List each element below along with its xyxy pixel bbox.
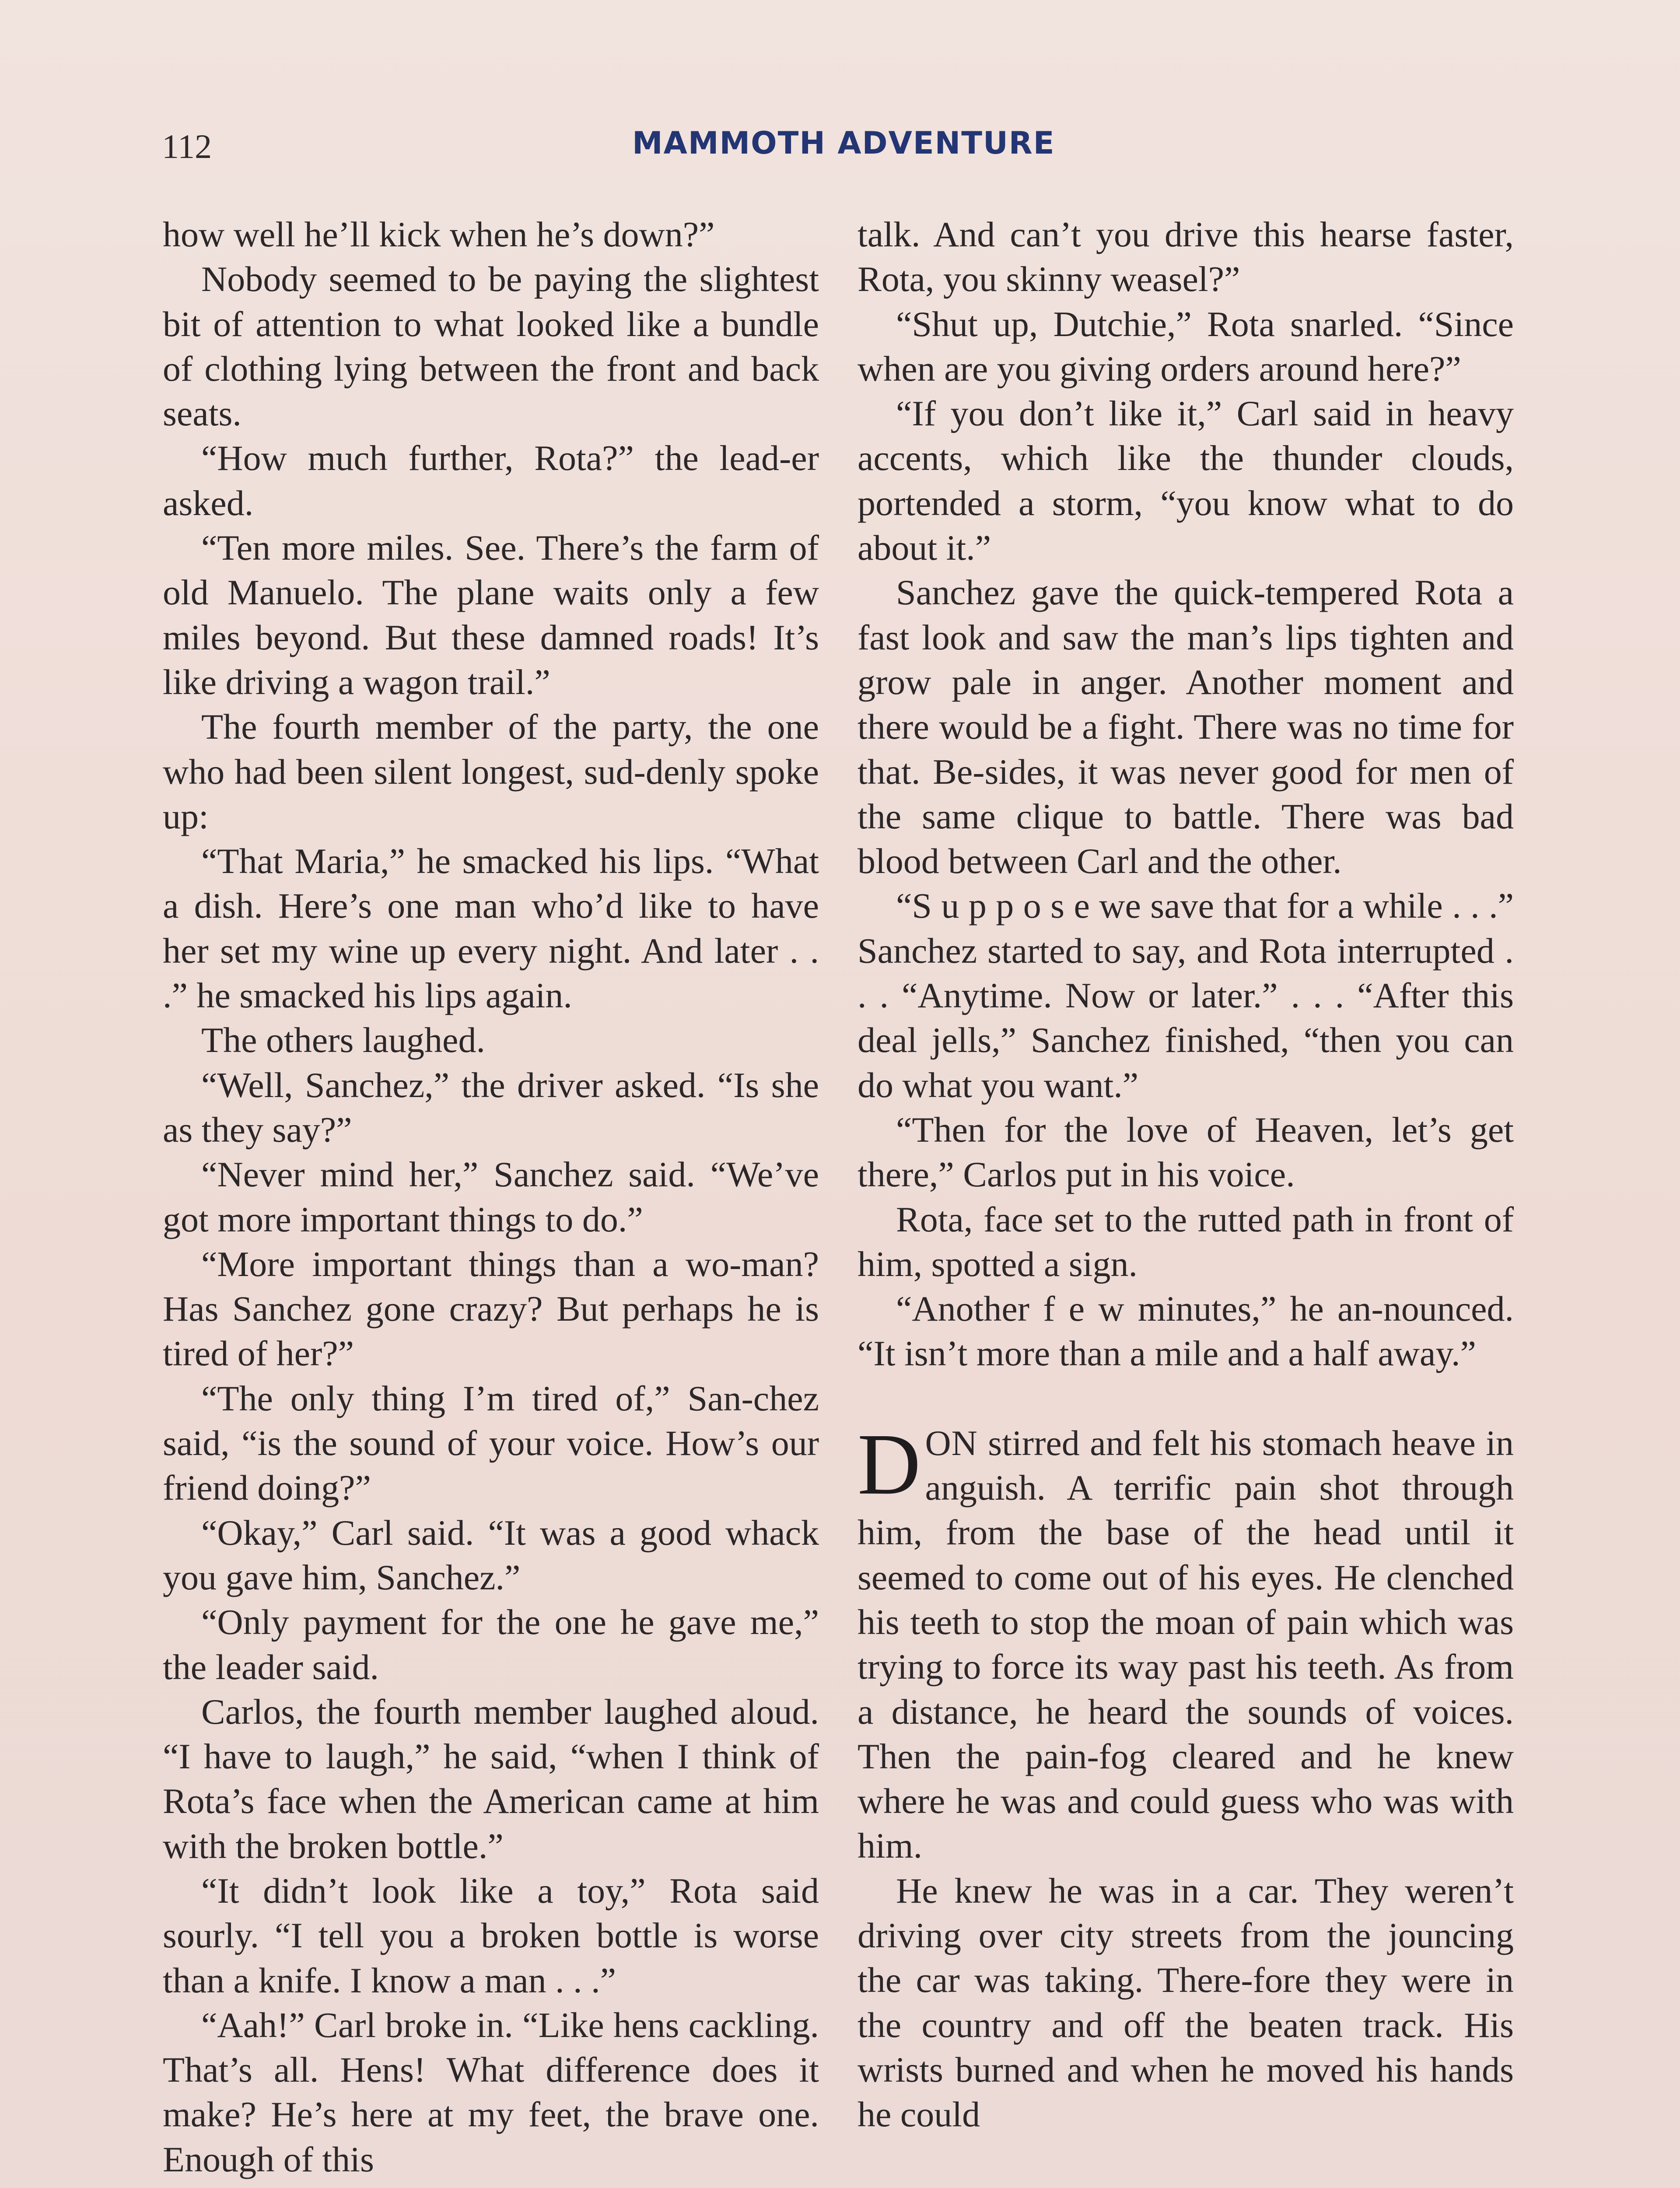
paragraph: “The only thing I’m tired of,” San-chez said, “is the sound of your voice. How’s our friend doing?” [163,1378,819,1508]
right-column [858,212,1514,2137]
paragraph: The others laughed. [201,1020,485,1060]
running-title: MAMMOTH ADVENTURE [632,125,1055,161]
paragraph: “S u p p o s e we save that for a while . . .” Sanchez started to say, and Rota interrupted . . . “Anytime. Now or later.” . . . “After this deal jells,” Sanchez finished, “then you can do what you want.” [858,886,1514,1105]
paragraph: “That Maria,” he smacked his lips. “What a dish. Here’s one man who’d like to have her set my wine up every night. And later . . .” he smacked his lips again. [163,841,819,1016]
paragraph: “Never mind her,” Sanchez said. “We’ve got more important things to do.” [163,1154,819,1239]
paragraph: Nobody seemed to be paying the slightest bit of attention to what looked like a bundle of clothing lying between the front and back seats. [163,259,819,434]
drop-cap: D [858,1416,921,1513]
paragraph: talk. And can’t you drive this hearse faster, Rota, you skinny weasel?” [858,214,1514,299]
page-number: 112 [162,127,212,165]
paragraph: “Okay,” Carl said. “It was a good whack you gave him, Sanchez.” [163,1512,819,1597]
paragraph: “Then for the love of Heaven, let’s get there,” Carlos put in his voice. [858,1109,1514,1195]
section-opening-paragraph [858,1416,1514,1869]
paragraph: The fourth member of the party, the one who had been silent longest, sud-denly spoke up: [163,707,819,836]
paragraph: “It didn’t look like a toy,” Rota said sourly. “I tell you a broken bottle is worse than a knife. I know a man . . .” [163,1870,819,2000]
paragraph: “Shut up, Dutchie,” Rota snarled. “Since when are you giving orders around here?” [858,304,1514,389]
paragraph: “Only payment for the one he gave me,” the leader said. [163,1602,819,1687]
section-opening-text: stirred and felt his stomach heave in anguish. A terrific pain shot through him, from the base of the head until it seemed to come out of his eyes. He clenched his teeth to stop the moan of pain which was trying to force its way past his teeth. As from a distance, he heard the sounds of voices. Then the pain-fog cleared and he knew where he was and could guess who was with him. [858,1423,1514,1866]
running-head [162,127,1081,175]
paragraph: “If you don’t like it,” Carl said in heavy accents, which like the thunder clouds, portended a storm, “you know what to do about it.” [858,393,1514,568]
paragraph: “More important things than a wo-man? Has Sanchez gone crazy? But perhaps he is tired of her?” [163,1244,819,1374]
paragraph: He knew he was in a car. They weren’t driving over city streets from the jouncing the car was taking. There-fore they were in the country and off the beaten track. His wrists burned and when he moved his hands he could [858,1870,1514,2135]
paragraph: Carlos, the fourth member laughed aloud. “I have to laugh,” he said, “when I think of Rota’s face when the American came at him with the broken bottle.” [163,1691,819,1866]
paragraph: “Well, Sanchez,” the driver asked. “Is she as they say?” [163,1065,819,1150]
paragraph: “Aah!” Carl broke in. “Like hens cackling. That’s all. Hens! What difference does it make? He’s here at my feet, the brave one. Enough of this [163,2005,819,2179]
paragraph: “How much further, Rota?” the lead-er asked. [163,438,819,523]
lead-word: ON [925,1423,978,1463]
section-break [858,1376,1514,1421]
paragraph: “Another f e w minutes,” he an-nounced. “It isn’t more than a mile and a half away.” [858,1289,1514,1374]
paragraph: Rota, face set to the rutted path in front of him, spotted a sign. [858,1199,1514,1284]
paragraph: how well he’ll kick when he’s down?” [163,214,715,254]
paragraph: “Ten more miles. See. There’s the farm of old Manuelo. The plane waits only a few miles beyond. But these damned roads! It’s like driving a wagon trail.” [163,528,819,702]
left-column [163,212,819,2182]
paragraph: Sanchez gave the quick-tempered Rota a fast look and saw the man’s lips tighten and grow pale in anger. Another moment and there would be a fight. There was no time for that. Be-sides, it was never good for men of the same clique to battle. There was bad blood between Carl and the other. [858,572,1514,881]
